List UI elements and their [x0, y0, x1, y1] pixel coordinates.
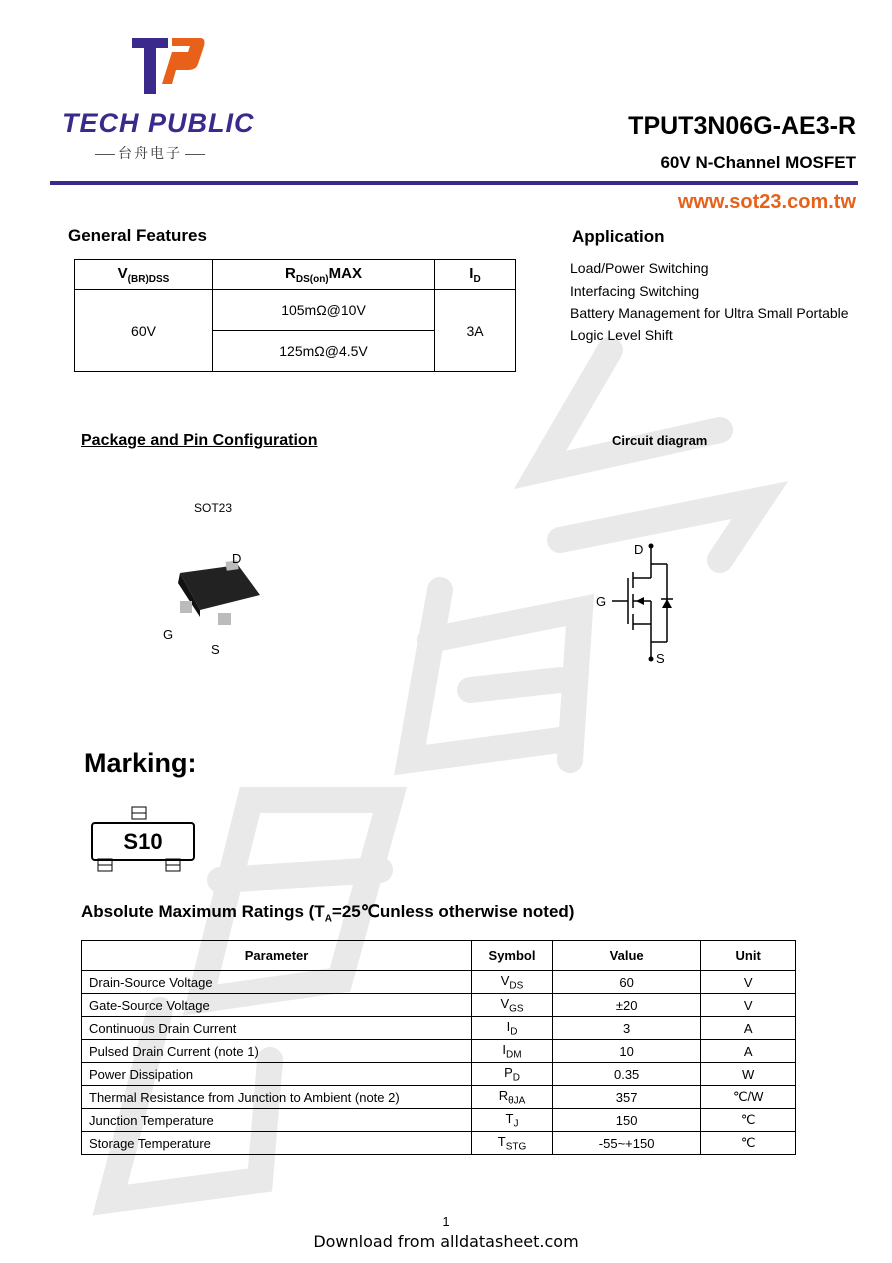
- table-row: Power Dissipation $P_D$ 0.35 W: [82, 1063, 796, 1086]
- package-pin-s: S: [211, 642, 220, 657]
- vbr-header: $V_{(BR)DSS}$: [75, 260, 213, 290]
- rds-value-10v: 105mΩ@10V: [213, 290, 435, 331]
- circuit-pin-d: D: [634, 542, 644, 557]
- application-item: Logic Level Shift: [570, 327, 673, 343]
- marking-code: S10: [91, 822, 195, 861]
- application-item: Load/Power Switching: [570, 260, 709, 276]
- general-features-title: General Features: [68, 226, 207, 245]
- page-number: 1: [442, 1214, 450, 1229]
- mosfet-circuit-diagram: [606, 538, 686, 668]
- id-value: 3A: [435, 290, 516, 372]
- sot23-package-icon: [160, 555, 270, 645]
- col-parameter: Parameter: [82, 941, 472, 971]
- header-divider: [50, 181, 858, 185]
- application-item: Battery Management for Ultra Small Portable: [570, 305, 849, 321]
- table-row: Pulsed Drain Current (note 1) $I_{DM}$ 10 A: [82, 1040, 796, 1063]
- id-header: $I_D$: [435, 260, 516, 290]
- tech-public-logo-icon: [128, 34, 208, 102]
- brand-name: TECH PUBLIC: [62, 108, 255, 138]
- circuit-pin-g: G: [596, 594, 607, 609]
- rds-value-4v5: 125mΩ@4.5V: [213, 331, 435, 372]
- vbr-value: 60V: [75, 290, 213, 372]
- brand-subtitle: 台舟电子: [92, 143, 208, 163]
- circuit-pin-s: S: [656, 651, 665, 666]
- package-pin-d: D: [232, 551, 242, 566]
- package-title: Package and Pin Configuration: [81, 432, 318, 449]
- abs-max-table: [81, 940, 796, 1155]
- table-row: Storage Temperature $T_{STG}$ -55~+150 ℃: [82, 1132, 796, 1155]
- col-unit: Unit: [701, 941, 796, 971]
- marking-title: Marking:: [84, 748, 197, 778]
- device-subtitle: 60V N-Channel MOSFET: [660, 153, 856, 172]
- table-row: Junction Temperature $T_J$ 150 ℃: [82, 1109, 796, 1132]
- col-value: Value: [552, 941, 700, 971]
- table-row: Continuous Drain Current $I_D$ 3 A: [82, 1017, 796, 1040]
- package-type: SOT23: [194, 501, 233, 515]
- website-link[interactable]: www.sot23.com.tw: [677, 191, 856, 213]
- package-pin-g: G: [163, 627, 174, 642]
- table-row: Thermal Resistance from Junction to Ambient (note 2) $R_{\theta JA}$ 357 ℃/W: [82, 1086, 796, 1109]
- download-footer[interactable]: Download from alldatasheet.com: [313, 1232, 579, 1251]
- table-row: Gate-Source Voltage $V_{GS}$ ±20 V: [82, 994, 796, 1017]
- table-row: Drain-Source Voltage $V_{DS}$ 60 V: [82, 971, 796, 994]
- rds-header: $R_{DS(on)}MAX$: [213, 260, 435, 290]
- application-item: Interfacing Switching: [570, 283, 700, 299]
- part-number: TPUT3N06G-AE3-R: [628, 112, 856, 140]
- general-features-table: [74, 259, 516, 372]
- abs-max-title: Absolute Maximum Ratings ($T_A=25℃unless$ otherwise noted): [81, 902, 575, 925]
- application-title: Application: [572, 227, 665, 246]
- col-symbol: Symbol: [472, 941, 553, 971]
- circuit-diagram-title: Circuit diagram: [612, 433, 708, 448]
